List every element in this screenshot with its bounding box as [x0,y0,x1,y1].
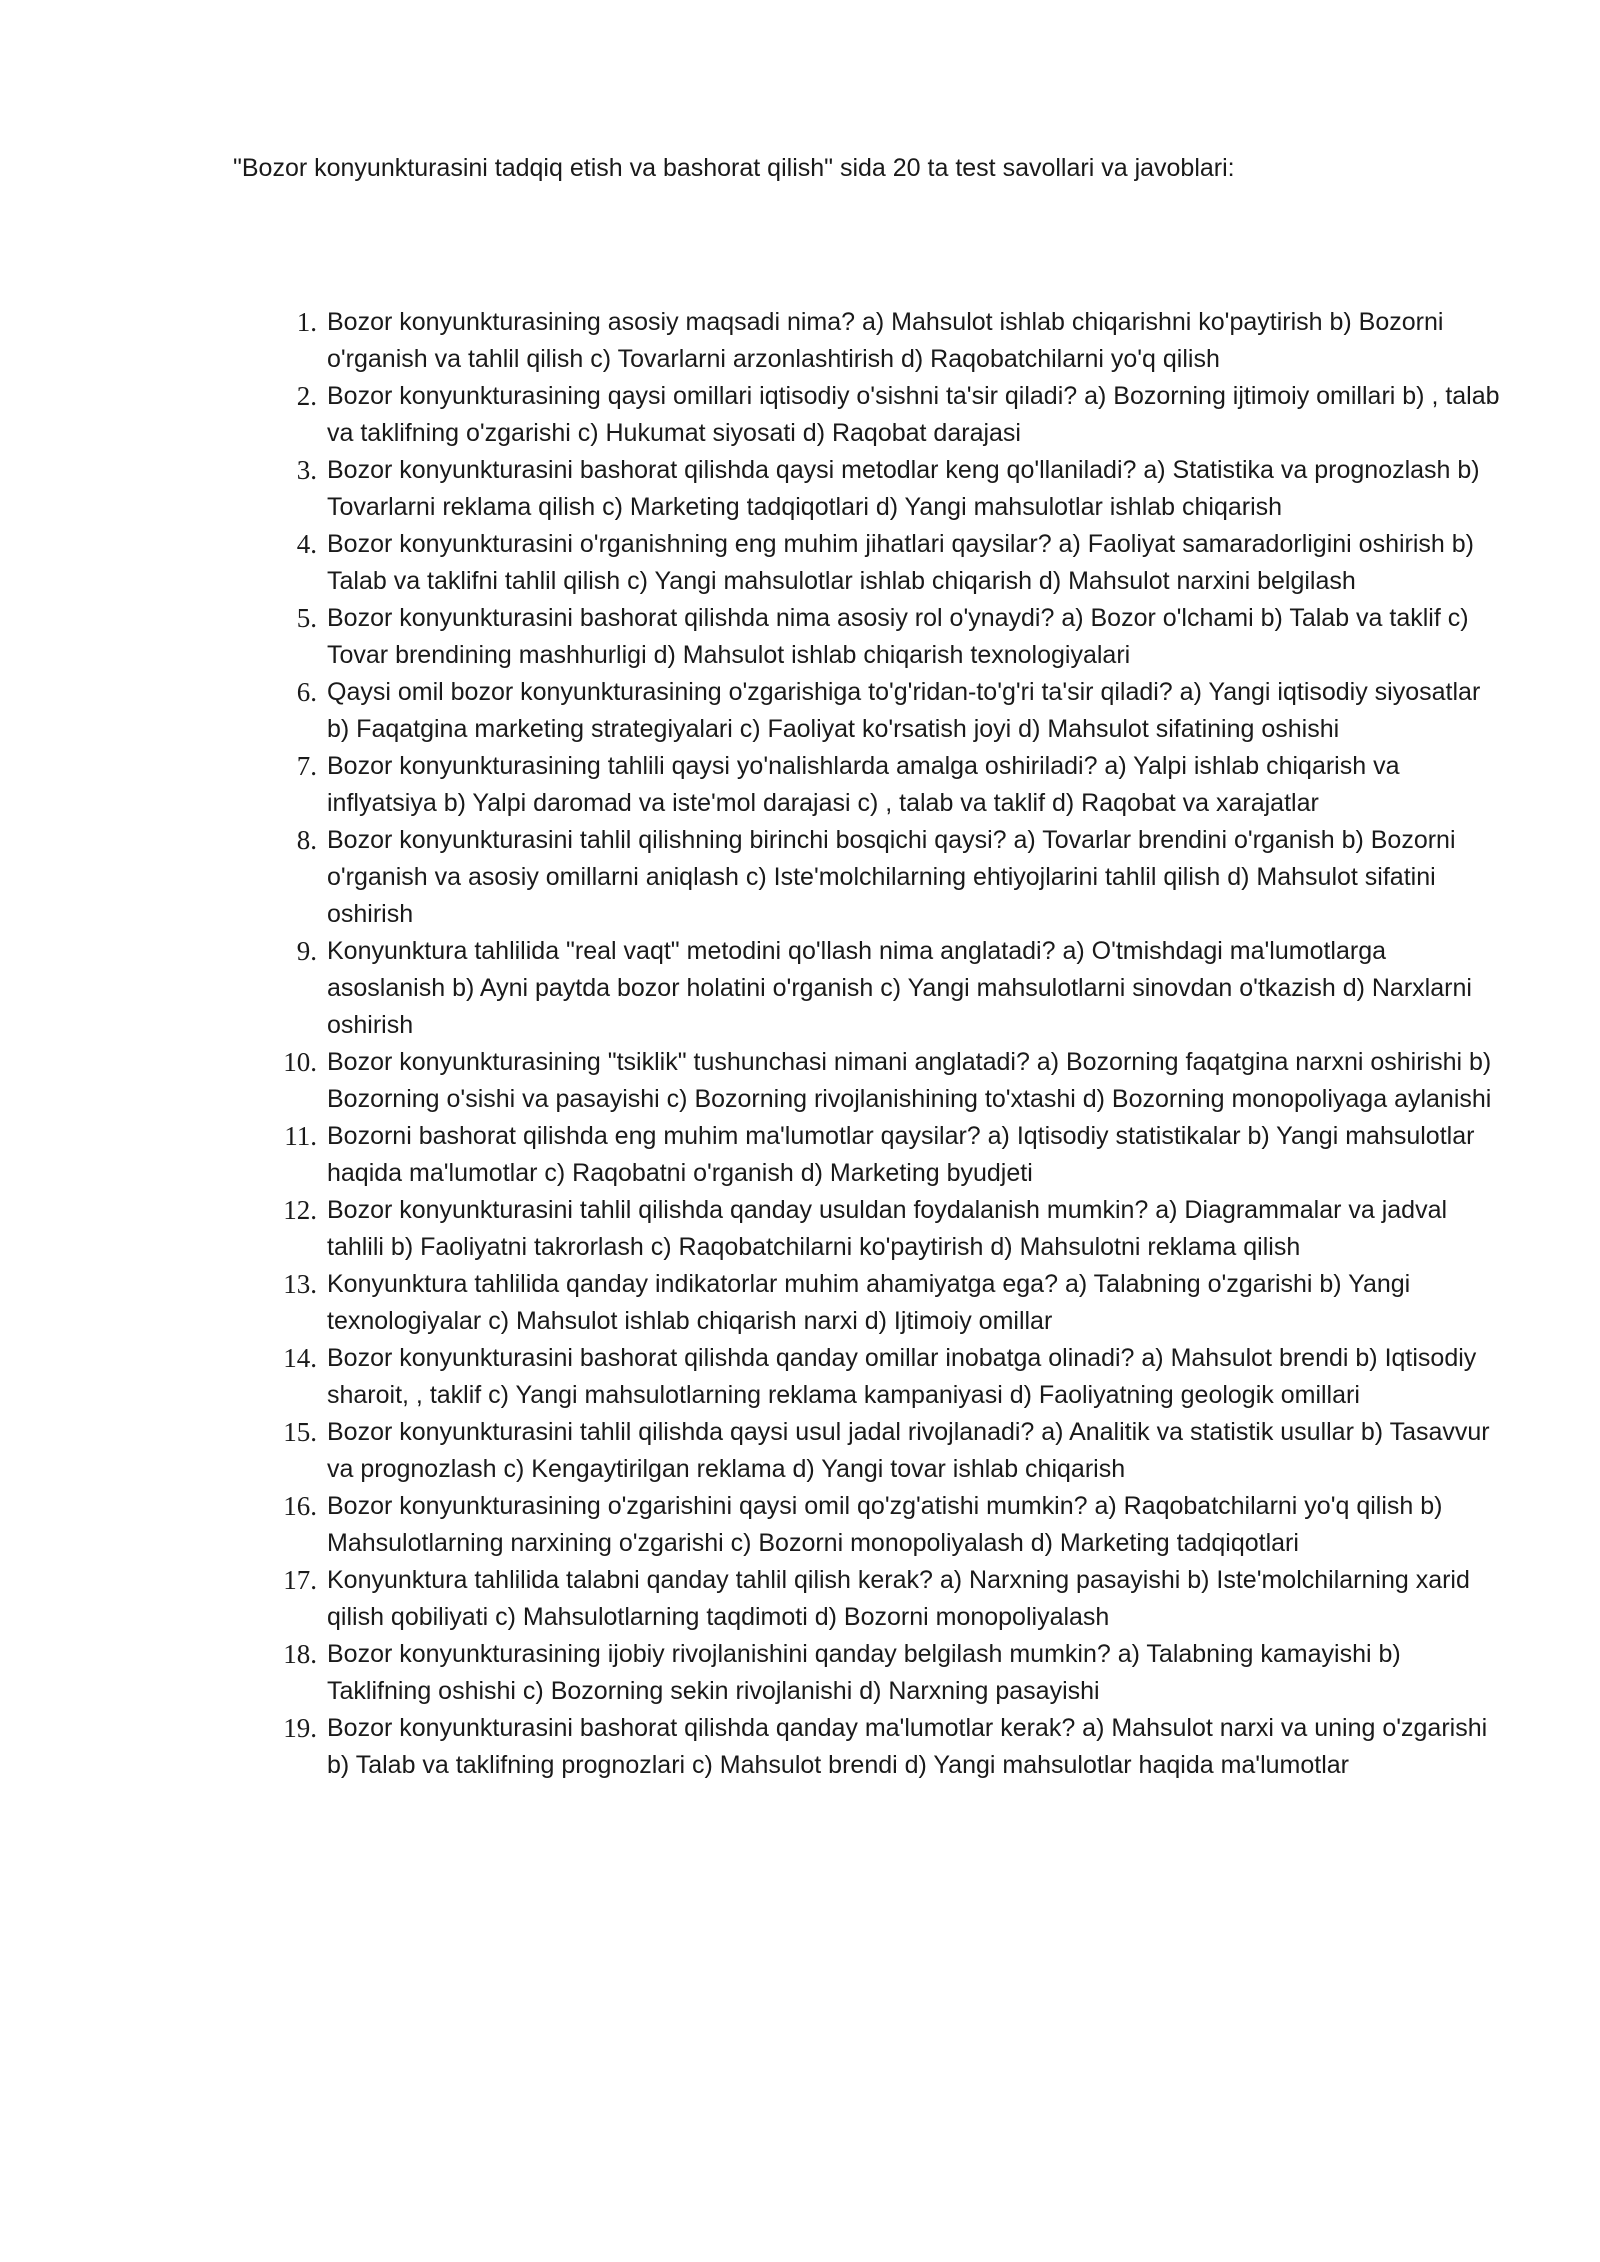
question-text: Bozor konyunkturasini bashorat qilishda qaysi metodlar keng qo'llaniladi? a) Statistika va prognozlash b) Tovarlarni reklama qilish c) Marketing tadqiqotlari d) Yangi mahsulotlar ishlab chiqarish [327,456,1480,521]
page-title: "Bozor konyunkturasini tadqiq etish va bashorat qilish" sida 20 ta test savollari va javoblari: [233,154,1235,182]
question-text: Bozor konyunkturasini tahlil qilishda qaysi usul jadal rivojlanadi? a) Analitik va statistik usullar b) Tasavvur va prognozlash c) Kengaytirilgan reklama d) Yangi tovar ishlab chiqarish [327,1418,1490,1483]
question-number: 5. [296,603,317,633]
question-number: 7. [296,751,317,781]
question-number: 16. [283,1491,317,1521]
question-number: 2. [296,381,317,411]
list-item [273,1710,1505,1784]
question-text: Bozor konyunkturasining "tsiklik" tushunchasi nimani anglatadi? a) Bozorning faqatgina narxni oshirishi b) Bozorning o'sishi va pasayishi c) Bozorning rivojlanishining to'xtashi d) Bozorning monopoliyaga aylanishi [327,1048,1492,1113]
list-item [273,1562,1505,1636]
list-item [273,1192,1505,1266]
question-text: Konyunktura tahlilida qanday indikatorlar muhim ahamiyatga ega? a) Talabning o'zgarishi b) Yangi texnologiyalar c) Mahsulot ishlab chiqarish narxi d) Ijtimoiy omillar [327,1270,1411,1335]
list-item [273,600,1505,674]
question-number: 14. [283,1343,317,1373]
list-item [273,933,1505,1044]
list-item [273,304,1505,378]
list-item [273,526,1505,600]
question-list [273,304,1505,1784]
question-text: Bozor konyunkturasini bashorat qilishda qanday ma'lumotlar kerak? a) Mahsulot narxi va uning o'zgarishi b) Talab va taklifning prognozlari c) Mahsulot brendi d) Yangi mahsulotlar haqida ma'lumotlar [327,1714,1488,1779]
list-item [273,1488,1505,1562]
question-number: 12. [283,1195,317,1225]
list-item [273,1118,1505,1192]
list-item [273,1044,1505,1118]
question-text: Bozor konyunkturasining tahlili qaysi yo'nalishlarda amalga oshiriladi? a) Yalpi ishlab chiqarish va inflyatsiya b) Yalpi daromad va iste'mol darajasi c) , talab va taklif d) Raqobat va xarajatlar [327,752,1400,817]
question-text: Bozor konyunkturasining ijobiy rivojlanishini qanday belgilash mumkin? a) Talabning kamayishi b) Taklifning oshishi c) Bozorning sekin rivojlanishi d) Narxning pasayishi [327,1640,1401,1705]
list-item [273,1266,1505,1340]
list-item [273,1636,1505,1710]
question-text: Bozor konyunkturasini tahlil qilishda qanday usuldan foydalanish mumkin? a) Diagrammalar va jadval tahlili b) Faoliyatni takrorlash c) Raqobatchilarni ko'paytirish d) Mahsulotni reklama qilish [327,1196,1448,1261]
question-text: Bozor konyunkturasining asosiy maqsadi nima? a) Mahsulot ishlab chiqarishni ko'paytirish b) Bozorni o'rganish va tahlil qilish c) Tovarlarni arzonlashtirish d) Raqobatchilarni yo'q qilish [327,308,1444,373]
question-text: Konyunktura tahlilida "real vaqt" metodini qo'llash nima anglatadi? a) O'tmishdagi ma'lumotlarga asoslanish b) Ayni paytda bozor holatini o'rganish c) Yangi mahsulotlarni sinovdan o'tkazish d) Narxlarni oshirish [327,937,1472,1039]
question-text: Bozor konyunkturasini tahlil qilishning birinchi bosqichi qaysi? a) Tovarlar brendini o'rganish b) Bozorni o'rganish va asosiy omillarni aniqlash c) Iste'molchilarning ehtiyojlarini tahlil qilish d) Mahsulot sifatini oshirish [327,826,1456,928]
question-text: Bozor konyunkturasini bashorat qilishda nima asosiy rol o'ynaydi? a) Bozor o'lchami b) Talab va taklif c) Tovar brendining mashhurligi d) Mahsulot ishlab chiqarish texnologiyalari [327,604,1469,669]
list-item [273,452,1505,526]
question-text: Bozor konyunkturasini bashorat qilishda qanday omillar inobatga olinadi? a) Mahsulot brendi b) Iqtisodiy sharoit, , taklif c) Yangi mahsulotlarning reklama kampaniyasi d) Faoliyatning geologik omillari [327,1344,1477,1409]
question-text: Bozor konyunkturasini o'rganishning eng muhim jihatlari qaysilar? a) Faoliyat samaradorligini oshirish b) Talab va taklifni tahlil qilish c) Yangi mahsulotlar ishlab chiqarish d) Mahsulot narxini belgilash [327,530,1474,595]
question-text: Qaysi omil bozor konyunkturasining o'zgarishiga to'g'ridan-to'g'ri ta'sir qiladi? a) Yangi iqtisodiy siyosatlar b) Faqatgina marketing strategiyalari c) Faoliyat ko'rsatish joyi d) Mahsulot sifatining oshishi [327,678,1481,743]
list-item [273,674,1505,748]
list-item [273,1414,1505,1488]
question-text: Bozor konyunkturasining qaysi omillari iqtisodiy o'sishni ta'sir qiladi? a) Bozorning ijtimoiy omillari b) , talab va taklifning o'zgarishi c) Hukumat siyosati d) Raqobat darajasi [327,382,1500,447]
list-item [273,1340,1505,1414]
question-number: 9. [296,936,317,966]
question-number: 3. [296,455,317,485]
question-number: 18. [283,1639,317,1669]
question-number: 4. [296,529,317,559]
question-number: 11. [284,1121,317,1151]
question-text: Konyunktura tahlilida talabni qanday tahlil qilish kerak? a) Narxning pasayishi b) Iste'molchilarning xarid qilish qobiliyati c) Mahsulotlarning taqdimoti d) Bozorni monopoliyalash [327,1566,1470,1631]
question-number: 8. [296,825,317,855]
list-item [273,822,1505,933]
list-item [273,378,1505,452]
question-text: Bozorni bashorat qilishda eng muhim ma'lumotlar qaysilar? a) Iqtisodiy statistikalar b) Yangi mahsulotlar haqida ma'lumotlar c) Raqobatni o'rganish d) Marketing byudjeti [327,1122,1475,1187]
question-number: 6. [296,677,317,707]
question-number: 1. [296,307,317,337]
list-item [273,748,1505,822]
question-text: Bozor konyunkturasining o'zgarishini qaysi omil qo'zg'atishi mumkin? a) Raqobatchilarni yo'q qilish b) Mahsulotlarning narxining o'zgarishi c) Bozorni monopoliyalash d) Marketing tadqiqotlari [327,1492,1443,1557]
question-number: 17. [283,1565,317,1595]
question-number: 13. [283,1269,317,1299]
question-number: 19. [283,1713,317,1743]
question-number: 10. [283,1047,317,1077]
question-number: 15. [283,1417,317,1447]
